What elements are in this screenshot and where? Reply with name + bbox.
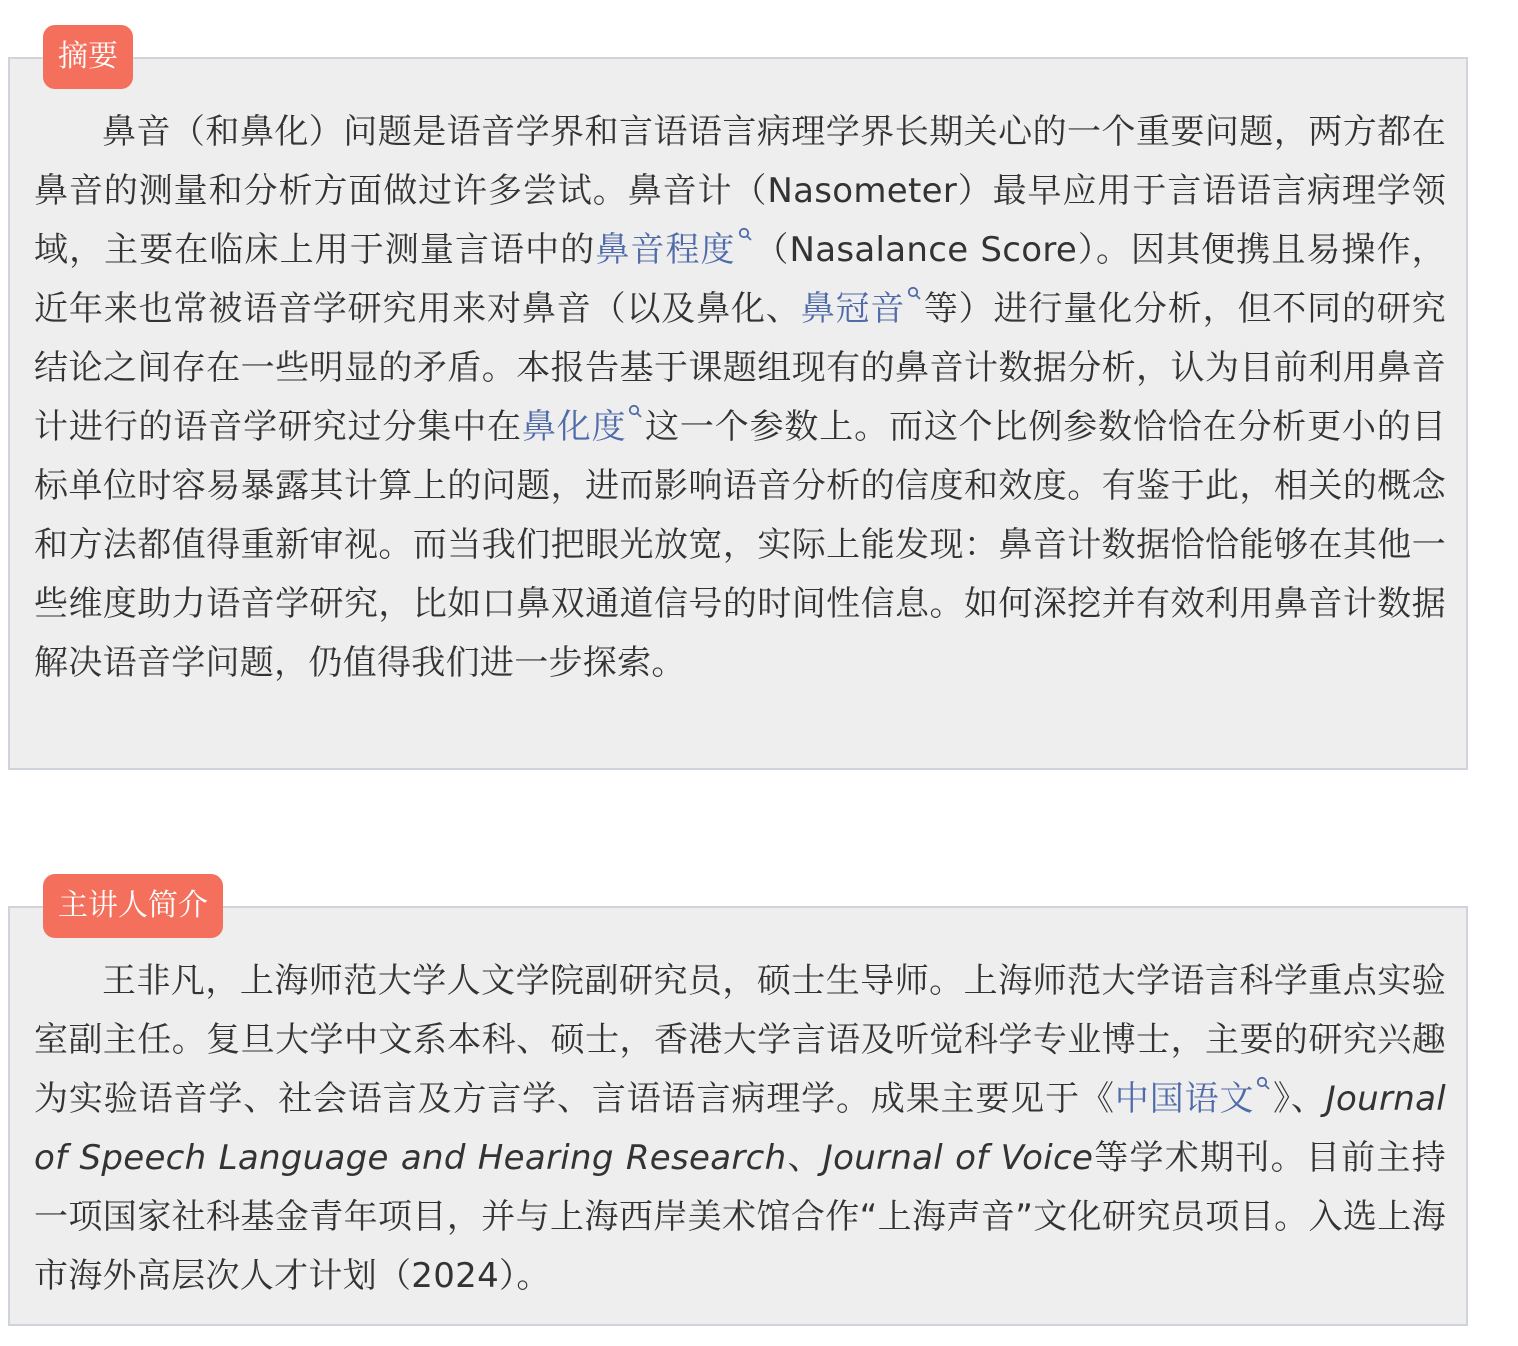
journal-voice: Journal of Voice — [822, 1138, 1094, 1178]
speaker-badge: 主讲人简介 — [43, 874, 223, 938]
search-icon[interactable] — [628, 404, 644, 424]
speaker-text-1: 王非凡，上海师范大学人文学院副研究员，硕士生导师。上海师范大学语言科学重点实验室副主任。复旦大学中文系本科、硕士，香港大学言语及听觉科学专业博士，主要的研究兴趣为实验语音学、社会语言及方言学、言语语言病理学。成果主要见于《 — [34, 961, 1446, 1119]
abstract-text-2: （Nasalance Score）。因其便携且易操作，近年来也常被语音学研究用来对鼻音（以及鼻化、 — [34, 230, 1446, 329]
abstract-badge: 摘要 — [43, 25, 133, 89]
link-nasalance[interactable]: 鼻音程度 — [595, 230, 736, 270]
abstract-text-1: 鼻音（和鼻化）问题是语音学界和言语语言病理学界长期关心的一个重要问题，两方都在鼻音的测量和分析方面做过许多尝试。鼻音计（Nasometer）最早应用于言语语言病理学领域，主要在临床上用于测量言语中的 — [34, 112, 1446, 270]
speaker-text-3: 、 — [786, 1138, 823, 1178]
abstract-paragraph — [34, 103, 1446, 693]
link-nasalization[interactable]: 鼻化度 — [521, 407, 627, 447]
search-icon[interactable] — [1256, 1076, 1272, 1096]
search-icon[interactable] — [907, 286, 923, 306]
link-prenasalized[interactable]: 鼻冠音 — [800, 289, 906, 329]
link-zhongguo-yuwen[interactable]: 中国语文 — [1114, 1079, 1255, 1119]
abstract-text-4: 这一个参数上。而这个比例参数恰恰在分析更小的目标单位时容易暴露其计算上的问题，进而影响语音分析的信度和效度。有鉴于此，相关的概念和方法都值得重新审视。而当我们把眼光放宽，实际上能发现：鼻音计数据恰恰能够在其他一些维度助力语音学研究，比如口鼻双通道信号的时间性信息。如何深挖并有效利用鼻音计数据解决语音学问题，仍值得我们进一步探索。 — [34, 407, 1447, 683]
speaker-paragraph — [34, 952, 1446, 1306]
abstract-text-3: 等）进行量化分析，但不同的研究结论之间存在一些明显的矛盾。本报告基于课题组现有的鼻音计数据分析，认为目前利用鼻音计进行的语音学研究过分集中在 — [34, 289, 1447, 447]
abstract-panel — [8, 57, 1468, 770]
speaker-panel — [8, 906, 1468, 1326]
speaker-text-2: 》、 — [1272, 1079, 1326, 1119]
search-icon[interactable] — [738, 227, 754, 247]
speaker-text-4: 等学术期刊。目前主持一项国家社科基金青年项目，并与上海西岸美术馆合作“上海声音”文化研究员项目。入选上海市海外高层次人才计划（2024）。 — [34, 1138, 1446, 1296]
journal-jslhr: Journal of Speech Language and Hearing Research — [34, 1079, 1446, 1178]
